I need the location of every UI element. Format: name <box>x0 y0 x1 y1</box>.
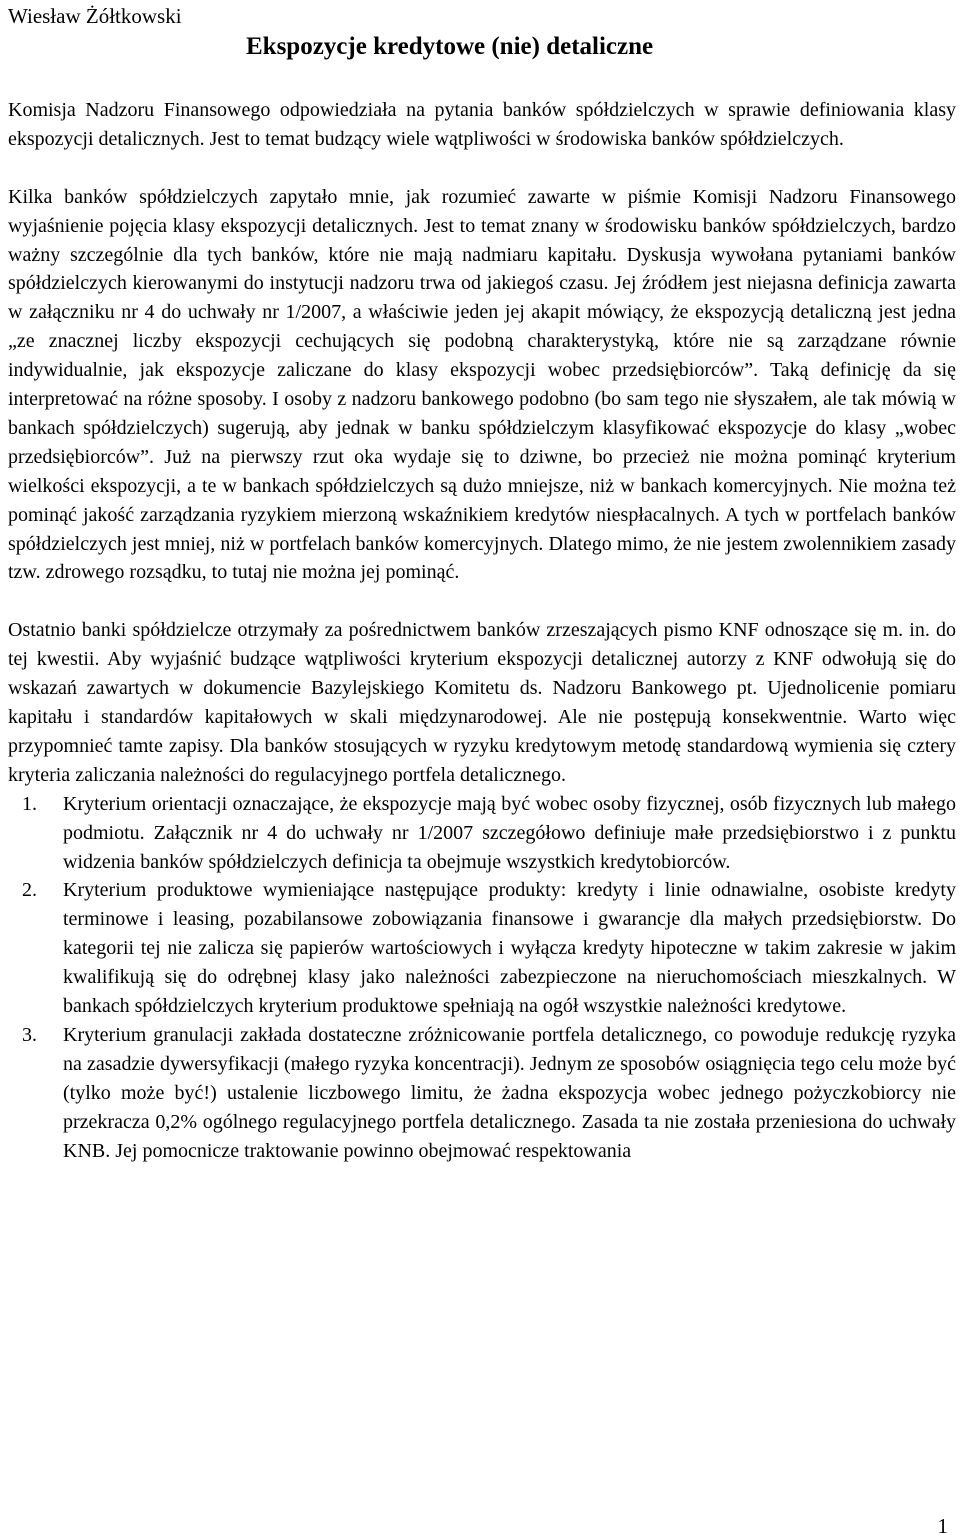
paragraph-question: Kilka banków spółdzielczych zapytało mnie, jak rozumieć zawarte w piśmie Komisji Nadzoru Finansowego wyjaśnienie pojęcia klasy ekspozycji detalicznych. Jest to temat znany w środowisku banków spółdzielczych, bardzo ważny szczególnie dla tych banków, które nie mają nadmiaru kapitału. Dyskusja wywołana pytaniami banków spółdzielczych kierowanymi do instytucji nadzoru trwa od jakiegoś czasu. Jej źródłem jest niejasna definicja zawarta w załączniku nr 4 do uchwały nr 1/2007, a właściwie jeden jej akapit mówiący, że ekspozycją detaliczną jest jedna „ze znacznej liczby ekspozycji cechujących się podobną charakterystyką, które nie są zarządzane równie indywidualnie, jak ekspozycje zaliczane do klasy ekspozycji wobec przedsiębiorców”. Taką definicję da się interpretować na różne sposoby. I osoby z nadzoru bankowego podobno (bo sam tego nie słyszałem, ale tak mówią w bankach spółdzielczych) sugerują, aby jednak w banku spółdzielczym klasyfikować ekspozycje do klasy „wobec przedsiębiorców”. Już na pierwszy rzut oka wydaje się to dziwne, bo przecież nie można pominąć kryterium wielkości ekspozycji, a te w bankach spółdzielczych są dużo mniejsze, niż w bankach komercyjnych. Nie można też pominąć jakość zarządzania ryzykiem mierzoną wskaźnikiem kredytów niespłacalnych. A tych w portfelach banków spółdzielczych jest mniej, niż w portfelach banków komercyjnych. Dlatego mimo, że nie jestem zwolennikiem zasady tzw. zdrowego rozsądku, to tutaj nie można jej pominąć. <box>8 185 956 584</box>
list-item <box>8 1021 956 1166</box>
paragraph-intro: Komisja Nadzoru Finansowego odpowiedziała na pytania banków spółdzielczych w sprawie definiowania klasy ekspozycji detalicznych. Jest to temat budzący wiele wątpliwości w środowiska banków spółdzielczych. <box>8 99 956 150</box>
list-item-number: 1. <box>22 792 37 815</box>
paragraph-knf-letter: Ostatnio banki spółdzielcze otrzymały za pośrednictwem banków zrzeszających pismo KNF odnoszące się m. in. do tej kwestii. Aby wyjaśnić budzące wątpliwości kryterium ekspozycji detalicznej autorzy z KNF odwołują się do wskazań zawartych w dokumencie Bazylejskiego Komitetu ds. Nadzoru Bankowego pt. Ujednolicenie pomiaru kapitału i standardów kapitałowych w skali międzynarodowej. Ale nie postępują konsekwentnie. Warto więc przypomnieć tamte zapisy. Dla banków stosujących w ryzyku kredytowym metodę standardową wymienia się cztery kryteria zaliczania należności do regulacyjnego portfela detalicznego. <box>8 619 956 786</box>
list-item-text: Kryterium granulacji zakłada dostateczne zróżnicowanie portfela detalicznego, co powoduje redukcję ryzyka na zasadzie dywersyfikacji (małego ryzyka koncentracji). Jednym ze sposobów osiągnięcia tego celu może być (tylko może być!) ustalenie liczbowego limitu, że żadna ekspozycja wobec jednego pożyczkobiorcy nie przekracza 0,2% ogólnego regulacyjnego portfela detalicznego. Zasada ta nie została przeniesiona do uchwały KNB. Jej pomocnicze traktowanie powinno obejmować respektowania <box>63 1023 956 1162</box>
page-number: 1 <box>937 1514 948 1538</box>
list-item <box>8 876 956 1021</box>
list-item-text: Kryterium orientacji oznaczające, że ekspozycje mają być wobec osoby fizycznej, osób fizycznych lub małego podmiotu. Załącznik nr 4 do uchwały nr 1/2007 szczegółowo definiuje małe przedsiębiorstwo i z punktu widzenia banków spółdzielczych definicja ta obejmuje wszystkich kredytobiorców. <box>63 792 956 873</box>
list-item <box>8 790 956 877</box>
document-title: Ekspozycje kredytowe (nie) detaliczne <box>246 33 654 60</box>
list-item-number: 2. <box>22 879 37 902</box>
list-item-number: 3. <box>22 1023 37 1046</box>
author-name: Wiesław Żółtkowski <box>8 4 182 28</box>
criteria-list <box>8 790 956 1166</box>
list-item-text: Kryterium produktowe wymieniające następujące produkty: kredyty i linie odnawialne, osobiste kredyty terminowe i leasing, pozabilansowe zobowiązania finansowe i gwarancje dla małych przedsiębiorstw. Do kategorii tej nie zalicza się papierów wartościowych i wyłącza kredyty hipoteczne w takim zakresie w jakim kwalifikują się do odrębnej klasy jako należności zabezpieczone na nieruchomościach mieszkalnych. W bankach spółdzielczych kryterium produktowe spełniają na ogół wszystkie należności kredytowe. <box>63 879 956 1018</box>
document-body <box>8 96 956 1166</box>
